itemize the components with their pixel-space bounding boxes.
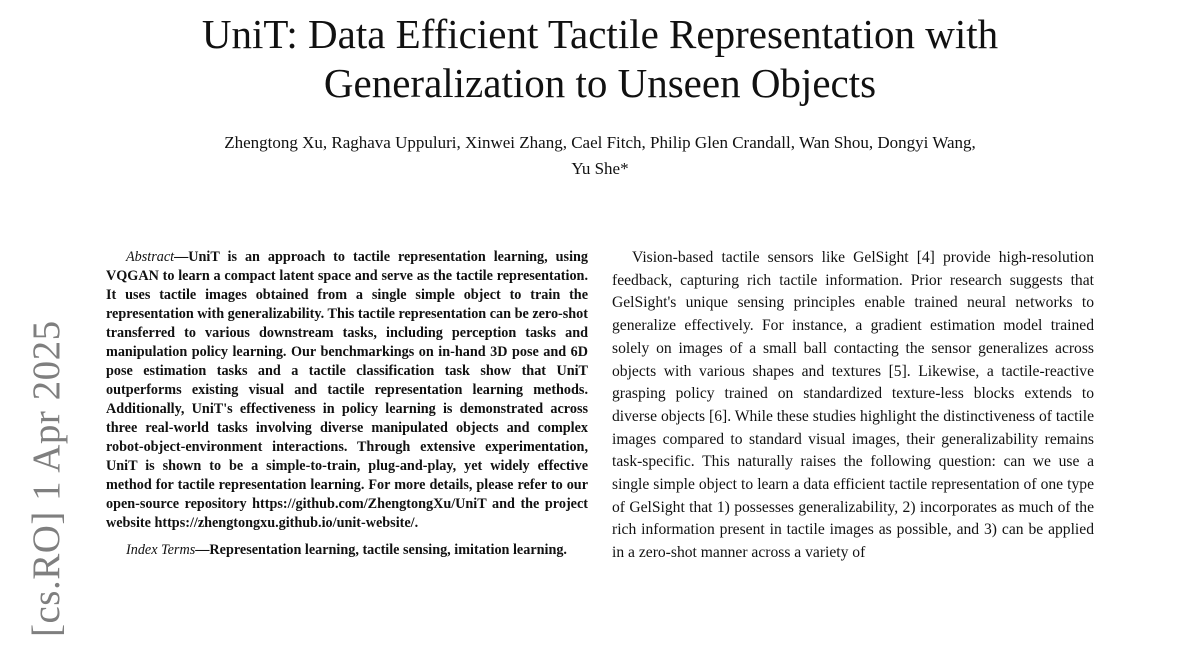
title-line-1: UniT: Data Efficient Tactile Representation with: [201, 11, 999, 57]
paper-title: [0, 10, 1200, 108]
arxiv-stamp: [cs.RO] 1 Apr 2025: [25, 320, 68, 637]
index-terms-paragraph: [106, 541, 588, 560]
intro-paragraph: Vision-based tactile sensors like GelSight [4] provide high-resolution feedback, capturing rich tactile information. Prior research suggests that GelSight's unique sensing principles enable trained neural networks to generalize effectively. For instance, a gradient estimation model trained solely on images of a small ball contacting the sensor generalizes across objects with various shapes and textures [5]. Likewise, a tactile-reactive grasping policy trained on standardized texture-less blocks extends to diverse objects [6]. While these studies highlight the distinctiveness of tactile images compared to standard visual images, their generalizability remains task-specific. This naturally raises the following question: can we use a single simple object to learn a data efficient tactile representation of one type of GelSight that 1) possesses generalizability, 2) incorporates as much of the rich information present in tactile images as possible, and 3) can be applied in a zero-shot manner across a variety of: [612, 249, 1094, 562]
authors-line-2: Yu She*: [571, 159, 629, 178]
abstract-text: —UniT is an approach to tactile representation learning, using VQGAN to learn a compact latent space and serve as the tactile representation. It uses tactile images obtained from a single simple object to train the representation with generalizability. This tactile representation can be zero-shot transferred to various downstream tasks, including perception tasks and manipulation policy learning. Our benchmarkings on in-hand 3D pose and 6D pose estimation tasks and a tactile classification task show that UniT outperforms existing visual and tactile representation learning methods. Additionally, UniT's effectiveness in policy learning is demonstrated across three real-world tasks involving diverse manipulated objects and complex robot-object-environment interactions. Through extensive experimentation, UniT is shown to be a simple-to-train, plug-and-play, yet widely effective method for tactile representation learning. For more details, please refer to our open-source repository https://github.com/ZhengtongXu/UniT and the project website https://zhengtongxu.github.io/unit-website/.: [106, 249, 588, 531]
abstract-column: [106, 248, 588, 560]
abstract-paragraph: [106, 248, 588, 533]
introduction-column: [612, 247, 1094, 565]
author-list: [100, 130, 1100, 182]
abstract-label: Abstract: [126, 249, 175, 265]
authors-line-1: Zhengtong Xu, Raghava Uppuluri, Xinwei Zhang, Cael Fitch, Philip Glen Crandall, Wan Shou, Dongyi Wang,: [224, 133, 976, 152]
index-terms-label: Index Terms: [126, 542, 196, 558]
index-terms-text: —Representation learning, tactile sensing, imitation learning.: [195, 542, 567, 558]
title-line-2: Generalization to Unseen Objects: [323, 60, 877, 106]
